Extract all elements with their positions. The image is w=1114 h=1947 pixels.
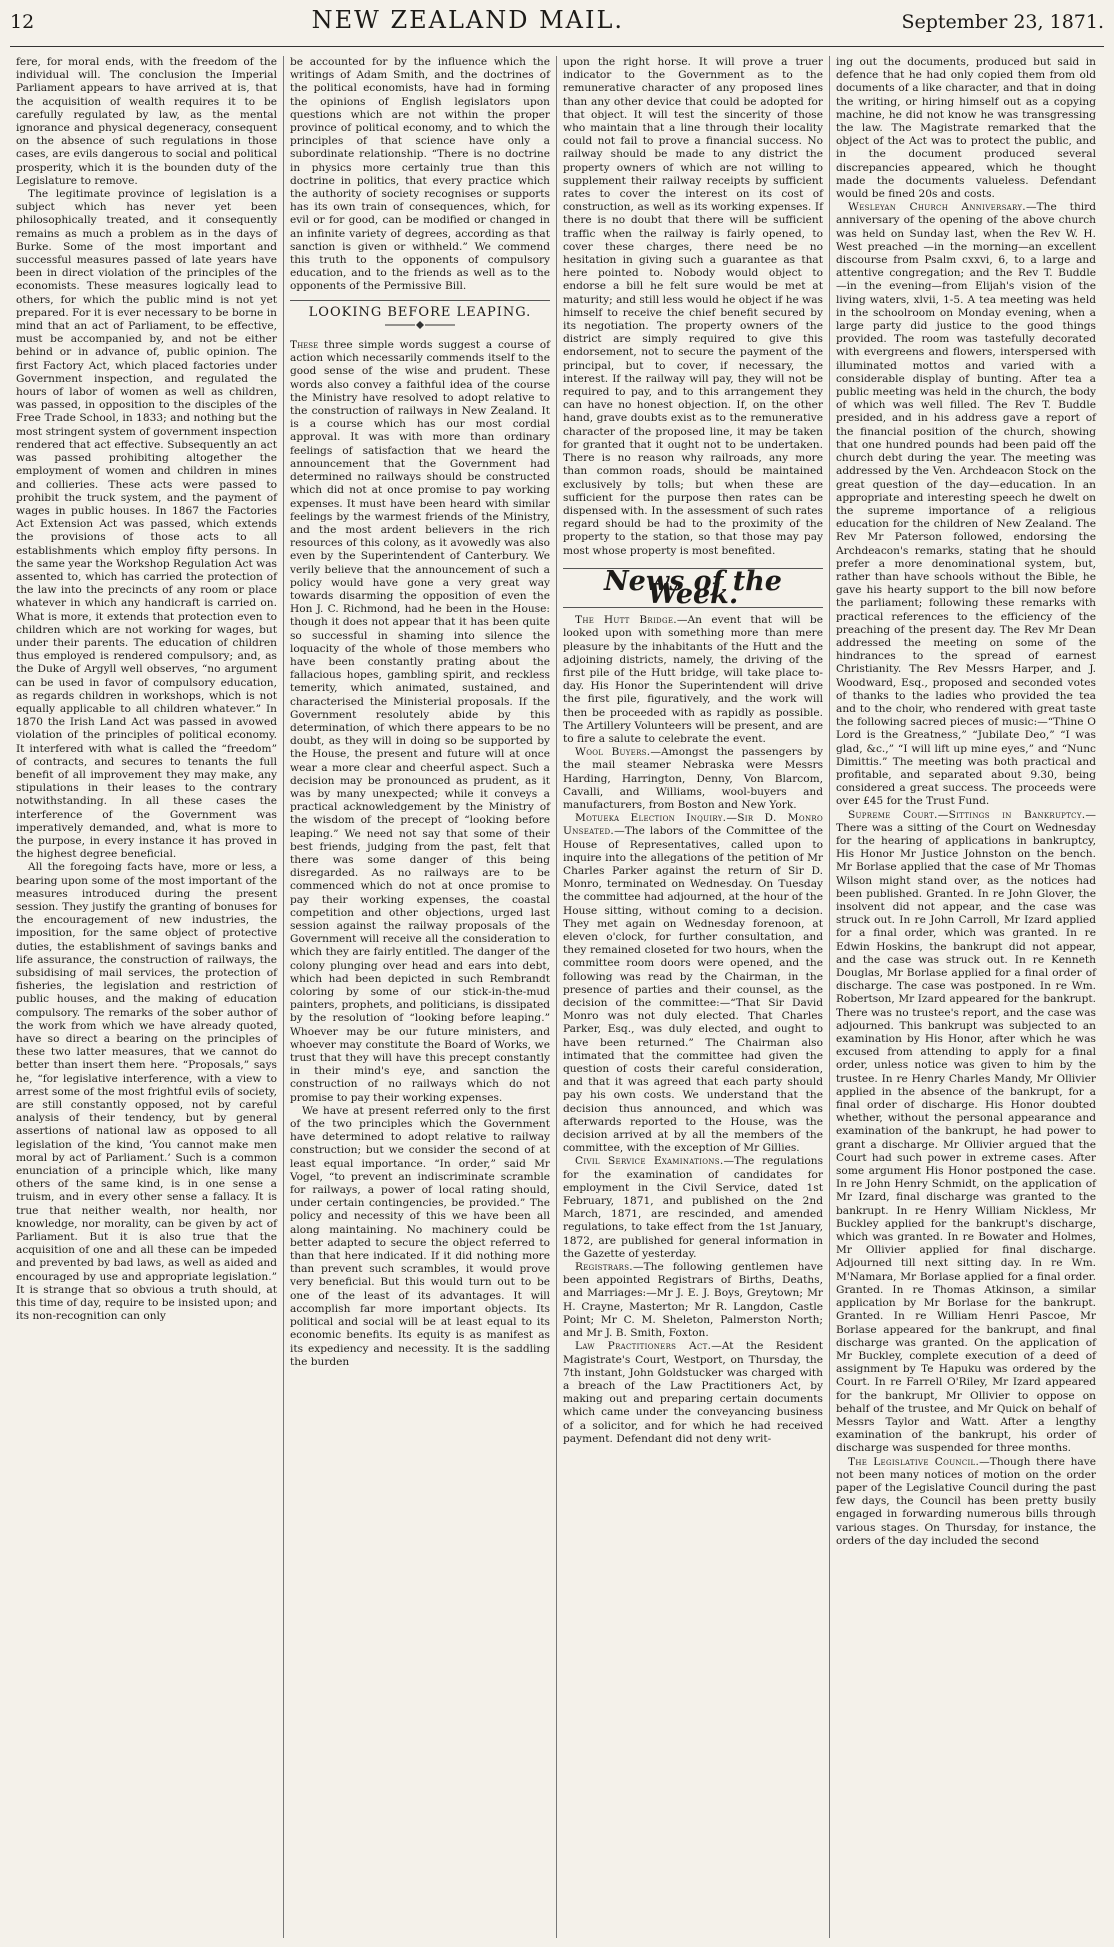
news-heading: Law Practitioners Act. [575,1340,712,1353]
news-item [563,1261,823,1340]
news-item [563,746,823,812]
page-header [10,6,1104,47]
news-heading: The Hutt Bridge. [575,614,677,627]
news-item [836,809,1096,1456]
column-4 [829,56,1102,1938]
article-title: LOOKING BEFORE LEAPING. [290,300,550,319]
paragraph: upon the right horse. It will prove a truer indicator to the Government as to the remunerative character of any proposed lines than any other device that could be adopted for that object. It will test the sincerity of those who maintain that a line through their locality could not fail to prove a financial success. No railway should be made to any district the property owners of which are not willing to supplement their railway receipts by sufficient rates to cover the interest on its cost of construction, as well as its working expenses. If there is no doubt that there will be sufficient traffic when the railway is fairly opened, to cover these charges, there need be no hesitation in giving such a guarantee as that here pointed to. Nobody would object to endorse a bill he felt sure would be met at maturity; and still less would he object if he was himself to receive the chief benefit secured by its negotiation. The property owners of the district are simply required to give this endorsement, not to secure the payment of the principal, but to cover, if necessary, the interest. If the railway will pay, they will not be required to pay, and to this arrangement they can have no honest objection. If, on the other hand, grave doubts exist as to the remunerative character of the proposed line, it may be taken for granted that it ought not to be undertaken. There is no reason why railroads, any more than common roads, should be maintained exclusively by tolls; but when these are sufficient for the purpose then rates can be dispensed with. In the assessment of such rates regard should be had to the proximity of the property to the station, so that those may pay most whose property is most benefited. [563,56,823,557]
news-heading: Supreme Court.—Sittings in Bankruptcy. [848,808,1086,821]
news-item [836,201,1096,808]
page-number: 12 [10,11,35,33]
paragraph: The legitimate province of legislation is a subject which has never yet been philosophically treated, and it consequently remains as much a problem as in the days of Burke. Some of the most important and successful measures passed of late years have been in direct violation of the principles of the economists. These measures logically lead to others, for which the public mind is not yet prepared. For it is ever necessary to be borne in mind that an act of Parliament, to be effective, must be accompanied by, and not be either behind or in advance of, public opinion. The first Factory Act, which placed factories under Government inspection, and regulated the hours of labor of women as well as children, was passed, in opposition to the disciples of the Free Trade School, in 1833; and nothing but the most stringent system of government inspection rendered that act effective. Subsequently an act was passed prohibiting altogether the employment of women and children in mines and collieries. These acts were passed to prohibit the truck system, and the payment of wages in public houses. In 1867 the Factories Act Extension Act was passed, which extends the provisions of those acts to all establishments which employ fifty persons. In the same year the Workshop Regulation Act was assented to, which has carried the protection of the law into the precincts of any room or place whatever in which any handicraft is carried on. What is more, it extends that protection even to children which are not working for wages, but under their parents. The education of children thus employed is rendered compulsory; and, as the Duke of Argyll well observes, “no argument can be used in favor of compulsory education, as regards children in workshops, which is not equally applicable to all children whatever.” In 1870 the Irish Land Act was passed in avowed violation of the principles of political economy. It interfered with what is called the “freedom” of contracts, and secures to tenants the full benefit of all improvement they may make, any stipulations in their leases to the contrary notwithstanding. In all these cases the interference of the Government was imperatively demanded, and, what is more to the purpose, in every instance it has proved in the highest degree beneficial. [16,188,277,861]
news-item [563,614,823,746]
news-text: —Amongst the passengers by the mail steamer Nebraska were Messrs Harding, Harrington, Denny, Von Blarcom, Cavalli, and Williams, wool-buyers and manufacturers, from Boston and New York. [563,746,823,811]
news-text: —The regulations for the examination of candidates for employment in the Civil Service, dated 1st February, 1871, and published on the 2nd March, 1871, are rescinded, and amended regulations, to take effect from the 1st January, 1872, are published for general information in the Gazette of yesterday. [563,1155,824,1260]
news-text: —The following gentlemen have been appointed Registrars of Births, Deaths, and Marriages:—Mr J. E. J. Boys, Greytown; Mr H. Crayne, Masterton; Mr R. Langdon, Castle Point; Mr C. M. Sheleton, Palmerston North; and Mr J. B. Smith, Foxton. [563,1261,823,1340]
page-columns [10,56,1104,1938]
news-text: —The labors of the Committee of the House of Representatives, called upon to inquire into the allegations of the petition of Mr Charles Parker against the return of Sir D. Monro, terminated on Wednesday. On Tuesday the committee had adjourned, at the hour of the House sitting, without coming to a decision. They met again on Wednesday forenoon, at eleven o'clock, for further consultation, and they remained closeted for two hours, when the committee room doors were opened, and the following was read by the Chairman, in the presence of parties and their counsel, as the decision of the committee:—“That Sir David Monro was not duly elected. That Charles Parker, Esq., was duly elected, and ought to have been returned.” The Chairman also intimated that the committee had given the question of costs their careful consideration, and that it was agreed that each party should pay his own costs. We understand that the decision thus announced, and which was afterwards reported to the House, was the decision arrived at by all the members of the committee, with the exception of Mr Gillies. [563,825,823,1155]
issue-date: September 23, 1871. [901,11,1104,33]
news-heading: Motueka Election Inquiry.—Sir D. Monro Unseated. [563,812,823,838]
ornament-divider [290,321,550,334]
section-title: News of the Week. [563,568,823,608]
news-heading: Civil Service Examinations. [575,1155,724,1168]
column-3 [556,56,829,1938]
news-item [563,1155,823,1261]
news-text: —There was a sitting of the Court on Wednesday for the hearing of applications in bankruptcy, His Honor Mr Justice Johnston on the bench. Mr Borlase applied that the case of Mr Thomas Wilson might stand over, as the notices had been published. Granted. In re John Glover, the insolvent did not appear, and the case was struck out. In re John Carroll, Mr Izard applied for a final order, which was granted. In re Edwin Hoskins, the bankrupt did not appear, and the case was struck out. In re Kenneth Douglas, Mr Borlase applied for a final order of discharge. The case was postponed. In re Wm. Robertson, Mr Izard appeared for the bankrupt. There was no trustee's report, and the case was adjourned. This bankrupt was subjected to an examination by His Honor, after which he was excused from attending to apply for a final order, unless notice was given to him by the trustee. In re Henry Charles Mandy, Mr Ollivier applied in the absence of the bankrupt, for a final order of discharge. His Honor doubted whether, without the personal appearance and examination of the bankrupt, he had power to grant a discharge. Mr Ollivier argued that the Court had such power in extreme cases. After some argument His Honor postponed the case. In re John Henry Schmidt, on the application of Mr Izard, final discharge was granted to the bankrupt. In re Henry William Nickless, Mr Buckley applied for the bankrupt's discharge, which was granted. In re Bowater and Holmes, Mr Ollivier applied for final discharge. Adjourned till next sitting day. In re Wm. M'Namara, Mr Borlase applied for a final order. Granted. In re Thomas Atkinson, a similar application by Mr Borlase for the bankrupt. Granted. In re William Henri Pascoe, Mr Borlase appeared for the bankrupt, and final discharge was granted. On the application of Mr Buckley, complete execution of a deed of assignment by Te Hapuku was ordered by the Court. In re Farrell O'Riley, Mr Izard appeared for the bankrupt, Mr Ollivier to oppose on behalf of the trustee, and Mr Quick on behalf of Messrs Taylor and Watt. After a lengthy examination of the bankrupt, his order of discharge was suspended for three months. [836,808,1096,1455]
news-heading: Wool Buyers. [575,746,651,759]
news-item [836,1456,1096,1548]
news-item [563,812,823,1155]
paragraph [290,339,550,1105]
paragraph: be accounted for by the influence which the writings of Adam Smith, and the doctrines of the political economists, have had in forming the opinions of English legislators upon questions which are not within the proper province of political economy, and to which the principles of that science have only a subordinate relationship. “There is no doctrine in physics more certainly true than this doctrine in politics, that every practice which the authority of society recognises or supports has its own train of consequences, which, for evil or for good, can be modified or changed in an infinite variety of degrees, according as that sanction is given or withheld.” We commend this truth to the opponents of compulsory education, and to the friends as well as to the opponents of the Permissive Bill. [290,56,550,293]
paragraph: We have at present referred only to the first of the two principles which the Government have determined to adopt relative to railway construction; but we consider the second of at least equal importance. “In order,” said Mr Vogel, “to prevent an indiscriminate scramble for railways, a power of local rating should, under certain contingencies, be provided.” The policy and necessity of this we have been all along maintaining. No machinery could be better adapted to secure the object referred to than that here indicated. If it did nothing more than prevent such scrambles, it would prove very beneficial. But this would turn out to be one of the least of its advantages. It will accomplish far more important objects. Its political and social will be at least equal to its economic benefits. Its equity is as manifest as its expediency and necessity. It is the saddling the burden [290,1104,550,1368]
news-text: —An event that will be looked upon with something more than mere pleasure by the inhabitants of the Hutt and the adjoining districts, namely, the driving of the first pile of the Hutt bridge, will take place to-day. His Honor the Superintendent will drive the first pile, figuratively, and the work will then be proceeded with as rapidly as possible. The Artillery Volunteers will be present, and are to fire a salute to celebrate the event. [563,614,823,745]
news-heading: Registrars. [575,1261,633,1274]
news-text: —Though there have not been many notices of motion on the order paper of the Legislative Council during the past few days, the Council has been pretty busily engaged in forwarding numerous bills through various stages. On Thursday, for instance, the orders of the day included the second [836,1455,1096,1547]
paragraph: All the foregoing facts have, more or less, a bearing upon some of the most important of the measures introduced during the present session. They justify the granting of bonuses for the encouragement of new industries, the imposition, for the same object of protective duties, the establishment of savings banks and life assurance, the construction of railways, the subsidising of mail services, the protection of fisheries, the legislation and restriction of public houses, and the making of education compulsory. The remarks of the sober author of the work from which we have already quoted, have so direct a bearing on the principles of these two latter measures, that we cannot do better than insert them here. “Proposals,” says he, “for legislative interference, with a view to arrest some of the most frightful evils of society, are still constantly opposed, not by careful analysis of their tendency, but by general assertions of national law as opposed to all legislation of the kind, ‘You cannot make men moral by act of Parliament.’ Such is a common enunciation of a principle which, like many others of the same kind, is in one sense a truism, and in every other sense a fallacy. It is true that neither wealth, nor health, nor knowledge, nor morality, can be given by act of Parliament. But it is also true that the acquisition of one and all these can be impeded and prevented by bad laws, as well as aided and encouraged by use and appropriate legislation.” It is strange that so obvious a truth should, at this time of day, require to be insisted upon; and its non-recognition can only [16,861,277,1323]
paragraph: fere, for moral ends, with the freedom of the individual will. The conclusion the Imperial Parliament appears to have arrived at is, that the acquisition of wealth requires it to be carefully regulated by law, as the mental ignorance and physical degeneracy, consequent on the absence of such regulations in those cases, are evils dangerous to social and political prosperity, which it is the bounden duty of the Legislature to remove. [16,56,277,187]
column-1 [10,56,283,1938]
masthead: NEW ZEALAND MAIL. [311,6,625,34]
news-text: —At the Resident Magistrate's Court, Westport, on Thursday, the 7th instant, John Goldstucker was charged with a breach of the Law Practitioners Act, by making out and preparing certain documents which came under the conveyancing business of a solicitor, and for which he had received payment. Defendant did not deny writ- [563,1340,823,1445]
lead-word: These [290,339,319,352]
paragraph-text: three simple words suggest a course of action which necessarily commends itself to the good sense of the wise and prudent. These words also convey a faithful idea of the course the Ministry have resolved to adopt relative to the construction of railways in New Zealand. It is a course which has our most cordial approval. It was with more than ordinary feelings of satisfaction that we heard the announcement that the Government had determined no railways should be constructed which did not at once promise to pay working expenses. It must have been heard with similar feelings by the warmest friends of the Ministry, and the most ardent believers in the rich resources of this colony, as it avowedly was also even by the Superintendent of Canterbury. We verily believe that the announcement of such a policy would have gone a very great way towards disarming the opposition of even the Hon J. C. Richmond, had he been in the House: though it does not appear that it has been quite so successful in shaming into silence the loquacity of the whole of those members who have been constantly prating about the fallacious hopes, gambling spirit, and reckless temerity, which animated, sustained, and characterised the Ministerial proposals. If the Government resolutely abide by this determination, of which there appears to be no doubt, as they will in doing so be supported by the House, the present and future will at once wear a more clear and cheerful aspect. Such a decision may be pronounced as prudent, as it was by many unexpected; while it conveys a practical acknowledgement by the Ministry of the wisdom of the precept of “looking before leaping.” We need not say that some of their best friends, judging from the past, felt that there was some danger of this being disregarded. As no railways are to be commenced which do not at once promise to pay their working expenses, the coastal competition and other objections, urged last session against the railway proposals of the Government will receive all the consideration to which they are fairly entitled. The danger of the colony plunging over head and ears into debt, which had been depicted in such Rembrandt coloring by some of our stick-in-the-mud painters, prophets, and politicians, is dissipated by the resolution of “looking before leaping.” Whoever may be our future ministers, and whoever may constitute the Board of Works, we trust that they will have this precept constantly in their mind's eye, and sanction the construction of no railways which do not promise to pay their working expenses. [290,339,550,1104]
column-2 [283,56,556,1938]
news-heading: The Legislative Council. [848,1455,980,1468]
news-text: —The third anniversary of the opening of the above church was held on Sunday last, when the Rev W. H. West preached —in the morning—an excellent discourse from Psalm cxxvi, 6, to a large and attentive congregation; and the Rev T. Buddle —in the evening—from Elijah's vision of the living waters, xlvii, 1-5. A tea meeting was held in the schoolroom on Monday evening, when a large party did justice to the good things provided. The room was tastefully decorated with evergreens and flowers, interspersed with illuminated mottos and varied with a considerable display of bunting. After tea a public meeting was held in the church, the body of which was well filled. The Rev T. Buddle presided, and in his address gave a report of the financial position of the church, showing that one hundred pounds had been paid off the church debt during the year. The meeting was addressed by the Ven. Archdeacon Stock on the great question of the day—education. In an appropriate and interesting speech he dwelt on the supreme importance of a religious education for the children of New Zealand. The Rev Mr Paterson followed, endorsing the Archdeacon's remarks, stating that he should prefer a more denominational system, but, rather than have schools without the Bible, he gave his hearty support to the bill now before the parliament; following these remarks with practical references to the efficiency of the preaching of the present day. The Rev Mr Dean addressed the meeting on some of the hindrances to the spread of earnest Christianity. The Rev Messrs Harper, and J. Woodward, Esq., proposed and seconded votes of thanks to the ladies who provided the tea and to the choir, who rendered with great taste the following sacred pieces of music:—“Thine O Lord is the Greatness,” “Jubilate Deo,” “I was glad, &c.,” “I will lift up mine eyes,” and “Nunc Dimittis.” The meeting was both practical and profitable, and separated about 9.30, being considered a great success. The proceeds were over £45 for the Trust Fund. [836,201,1096,808]
news-item [563,1340,823,1446]
ornament-rule-icon [385,321,455,329]
news-heading: Wesleyan Church Anniversary. [848,201,1026,214]
paragraph: ing out the documents, produced but said in defence that he had only copied them from old documents of a like character, and that in doing the writing, or hiring himself out as a copying machine, he did not know he was transgressing the law. The Magistrate remarked that the object of the Act was to protect the public, and in the document produced several discrepancies appeared, which he thought made the documents valueless. Defendant would be fined 20s and costs. [836,56,1096,201]
